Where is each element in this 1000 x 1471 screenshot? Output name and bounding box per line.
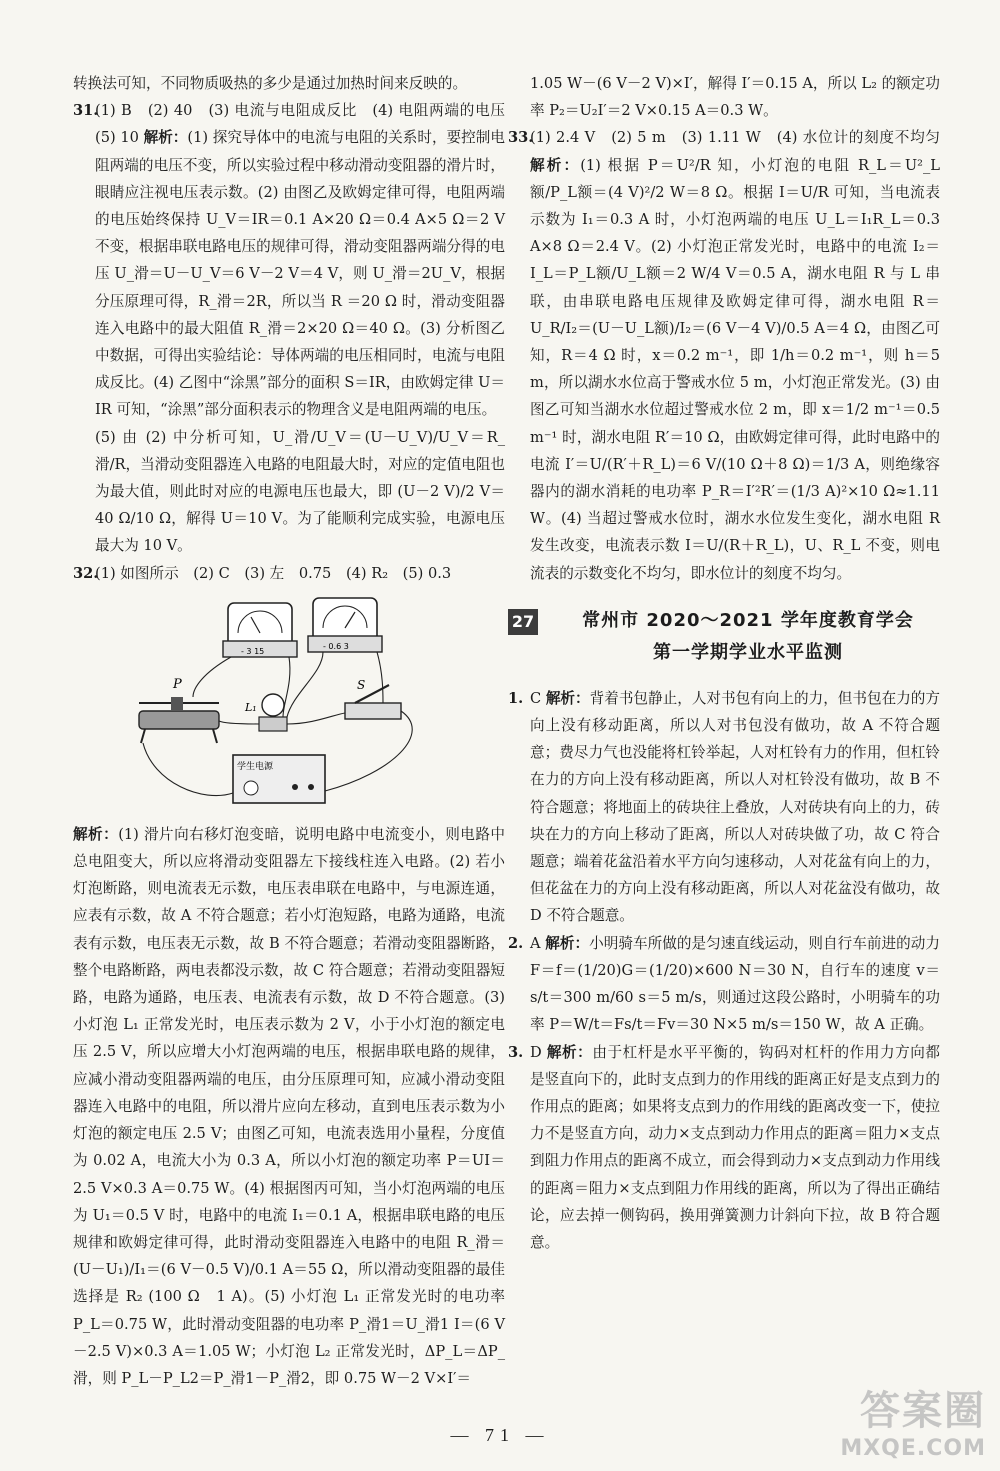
right-column	[508, 70, 940, 1256]
question-32-analysis	[73, 821, 505, 1392]
answer-summary: (1) B (2) 40 (3) 电流与电阻成反比 (4) 电阻两端的电压 (5) 10	[95, 102, 520, 147]
rheostat-label: P	[173, 676, 182, 692]
question-3	[508, 1039, 940, 1257]
question-31-part5: (5) 由 (2) 中分析可知，U_滑/U_V＝(U－U_V)/U_V＝R_滑/R，当滑动变阻器连入电路的电阻最大时，对应的定值电阻也为最大值，则此时对应的电源电压也最大，即 (U－2 V)/2 V＝40 Ω/10 Ω，解得 U＝10 V。为了能顺利完成实验，电源电压最大为 10 V。	[95, 428, 505, 555]
lamp-label: L₁	[245, 700, 257, 714]
analysis-text: 小明骑车所做的是匀速直线运动，则自行车前进的动力 F＝f＝(1/20)G＝(1/20)×600 N＝30 N，自行车的速度 v＝s/t＝300 m/60 s＝5 m/s，则通过这段公路时，小明骑车的功率 P＝W/t＝Fs/t＝Fv＝30 N×5 m/s＝150 W，故 A 正确。	[530, 934, 940, 1034]
question-31	[73, 97, 520, 423]
page-number: — 71 —	[450, 1425, 550, 1445]
section-header	[508, 605, 940, 671]
circuit-diagram	[133, 593, 463, 813]
question-32	[73, 560, 505, 587]
answer-summary: (1) 如图所示 (2) C (3) 左 0.75 (4) R₂ (5) 0.3	[95, 564, 452, 582]
switch	[345, 678, 401, 719]
watermark	[840, 1379, 986, 1461]
answer-summary: C	[530, 689, 542, 707]
analysis-text: 由于杠杆是水平平衡的，钩码对杠杆的作用力方向都是竖直向下的，此时支点到力的作用线的距离正好是支点到力的作用点的距离；如果将支点到力的作用线的距离改变一下，使拉力不是竖直方向，动力×支点到动力作用点的距离＝阻力×支点到阻力作用点的距离不成立，而会得到动力×支点到动力作用线的距离＝阻力×支点到阻力作用线的距离，所以为了得出正确结论，应去掉一侧钩码，换用弹簧测力计斜向下拉，故 B 符合题意。	[530, 1043, 940, 1251]
answer-summary: (1) 2.4 V (2) 5 m (3) 1.11 W (4) 水位计的刻度不均匀	[530, 129, 940, 147]
analysis-text: 背着书包静止，人对书包有向上的力，但书包在力的方向上没有移动距离，所以人对书包没有做功，故 A 不符合题意；费尽力气也没能将杠铃举起，人对杠铃有力的作用，但杠铃在力的方向上没有移动距离，所以人对杠铃没有做功，故 B 不符合题意；将地面上的砖块往上叠放，人对砖块有向上的力，砖块在力的方向上移动了距离，所以人对砖块做了功，故 C 符合题意；端着花盆沿着水平方向匀速移动，人对花盆有向上的力，但花盆在力的方向上没有移动距离，所以人对花盆没有做功，故 D 不符合题意。	[530, 689, 940, 925]
power-label: 学生电源	[237, 761, 274, 772]
analysis-text: (1) 滑片向右移灯泡变暗，说明电路中电流变小，则电路中总电阻变大，所以应将滑动变阻器左下接线柱连入电路。(2) 若小灯泡断路，则电流表无示数，电压表串联在电路中，与电源连通，应表有示数，故 A 不符合题意；若小灯泡短路，电路为通路，电流表有示数，电压表无示数，故 B 不符合题意；若滑动变阻器断路，整个电路断路，两电表都没示数，故 C 符合题意；若滑动变阻器短路，电路为通路，电压表、电流表有示数，故 D 不符合题意。(3) 小灯泡 L₁ 正常发光时，电压表示数为 2 V，小于小灯泡的额定电压 2.5 V，所以应增大小灯泡两端的电压，根据串联电路的规律，应减小滑动变阻器两端的电压，由分压原理可知，应减小滑动变阻器连入电路中的电阻，所以滑片应向左移动，直到电压表示数为小灯泡的额定电压 2.5 V；由图乙可知，电流表选用小量程，分度值为 0.02 A，电流大小为 0.3 A，所以小灯泡的额定功率 P＝UI＝2.5 V×0.3 A＝0.75 W。(4) 根据图丙可知，当小灯泡两端的电压为 U₁＝0.5 V 时，电路中的电流 I₁＝0.1 A，根据串联电路的电压规律和欧姆定律可得，此时滑动变阻器连入电路中的电阻 R_滑＝(U－U₁)/I₁＝(6 V－0.5 V)/0.1 A＝55 Ω，所以滑动变阻器的最佳选择是 R₂ (100 Ω 1 A)。(5) 小灯泡 L₁ 正常发光时的电功率 P_L＝0.75 W，此时滑动变阻器的电功率 P_滑1＝U_滑1 I＝(6 V－2.5 V)×0.3 A＝1.05 W；小灯泡 L₂ 正常发光时，ΔP_L＝ΔP_滑，则 P_L－P_L2＝P_滑1－P_滑2，即 0.75 W－2 V×I′＝	[73, 825, 505, 1387]
watermark-logo-text: 答案圈	[860, 1388, 986, 1434]
question-2	[508, 930, 940, 1039]
rheostat	[139, 677, 219, 743]
voltmeter-scale: - 3 15	[241, 646, 265, 656]
analysis-label: 解析：	[73, 825, 119, 843]
question-33	[508, 124, 940, 586]
analysis-text: (1) 探究导体中的电流与电阻的关系时，要控制电阻两端的电压不变，所以实验过程中移动滑动变阻器的滑片时，眼睛应注视电压表示数。(2) 由图乙及欧姆定律可得，电阻两端的电压始终保持 U_V＝IR＝0.1 A×20 Ω＝0.4 A×5 Ω＝2 V 不变，根据串联电路电压的规律可得，滑动变阻器两端分得的电压 U_滑＝U－U_V＝6 V－2 V＝4 V，则 U_滑＝2U_V，根据分压原理可得，R_滑＝2R，所以当 R ＝20 Ω 时，滑动变阻器连入电路中的最大阻值 R_滑＝2×20 Ω＝40 Ω。(3) 分析图乙中数据，可得出实验结论：导体两端的电压相同时，电流与电阻成反比。(4) 乙图中“涂黑”部分的面积 S＝IR，由欧姆定律 U＝IR 可知，“涂黑”部分面积表示的物理含义是电阻两端的电压。	[95, 129, 505, 419]
question-number: 32.	[73, 564, 99, 582]
analysis-text: (1) 根据 P＝U²/R 知，小灯泡的电阻 R_L＝U²_L额/P_L额＝(4 V)²/2 W＝8 Ω。根据 I＝U/R 可知，当电流表示数为 I₁＝0.3 A 时，小灯泡两端的电压 U_L＝I₁R_L＝0.3 A×8 Ω＝2.4 V。(2) 小灯泡正常发光时，电路中的电流 I₂＝I_L＝P_L额/U_L额＝2 W/4 V＝0.5 A，湖水电阻 R 与 L 串联，由串联电路电压规律及欧姆定律可得，湖水电阻 R＝U_R/I₂＝(U－U_L额)/I₂＝(6 V－4 V)/0.5 A＝4 Ω，由图乙可知，R＝4 Ω 时，x＝0.2 m⁻¹，即 1/h＝0.2 m⁻¹，则 h＝5 m，所以湖水水位高于警戒水位 5 m，小灯泡正常发光。(3) 由图乙可知当湖水水位超过警戒水位 2 m，即 x＝1/2 m⁻¹＝0.5 m⁻¹ 时，湖水电阻 R′＝10 Ω，由欧姆定律可得，此时电路中的电流 I′＝U/(R′＋R_L)＝6 V/(10 Ω＋8 Ω)＝1/3 A，则绝缘容器内的湖水消耗的电功率 P_R＝I′²R′＝(1/3 A)²×10 Ω≈1.11 W。(4) 当超过警戒水位时，湖水水位发生变化，湖水电阻 R 发生改变，电流表示数 I＝U/(R＋R_L)，U、R_L 不变，则电流表的示数变化不均匀，即水位计的刻度不均匀。	[530, 156, 940, 582]
ammeter-scale: - 0.6 3	[323, 641, 349, 651]
continuation-paragraph: 1.05 W－(6 V－2 V)×I′，解得 I′＝0.15 A，所以 L₂ 的额定功率 P₂＝U₂I′＝2 V×0.15 A＝0.3 W。	[530, 75, 940, 120]
intro-paragraph: 转换法可知，不同物质吸热的多少是通过加热时间来反映的。	[73, 75, 468, 92]
lamp	[244, 694, 287, 731]
switch-label: S	[357, 677, 366, 692]
analysis-label: 解析：	[545, 934, 590, 952]
analysis-label: 解析：	[545, 689, 590, 707]
question-number: 33.	[508, 129, 534, 147]
analysis-label: 解析：	[143, 129, 188, 147]
question-number: 2.	[508, 934, 524, 952]
voltmeter	[223, 603, 297, 657]
ammeter	[308, 598, 382, 652]
question-number: 31.	[73, 102, 99, 120]
power-supply	[233, 755, 325, 803]
watermark-url: MXQE.COM	[840, 1436, 986, 1461]
section-title-line1: 常州市 2020～2021 学年度教育学会	[582, 609, 914, 631]
section-badge: 27	[508, 609, 538, 635]
question-1	[508, 685, 940, 930]
answer-summary: D	[530, 1043, 542, 1061]
analysis-label: 解析：	[546, 1043, 593, 1061]
question-number: 3.	[508, 1043, 524, 1061]
answer-summary: A	[530, 934, 541, 952]
analysis-label: 解析：	[530, 156, 581, 174]
question-number: 1.	[508, 689, 524, 707]
left-column	[73, 70, 520, 1392]
section-title-line2: 第一学期学业水平监测	[653, 641, 843, 663]
